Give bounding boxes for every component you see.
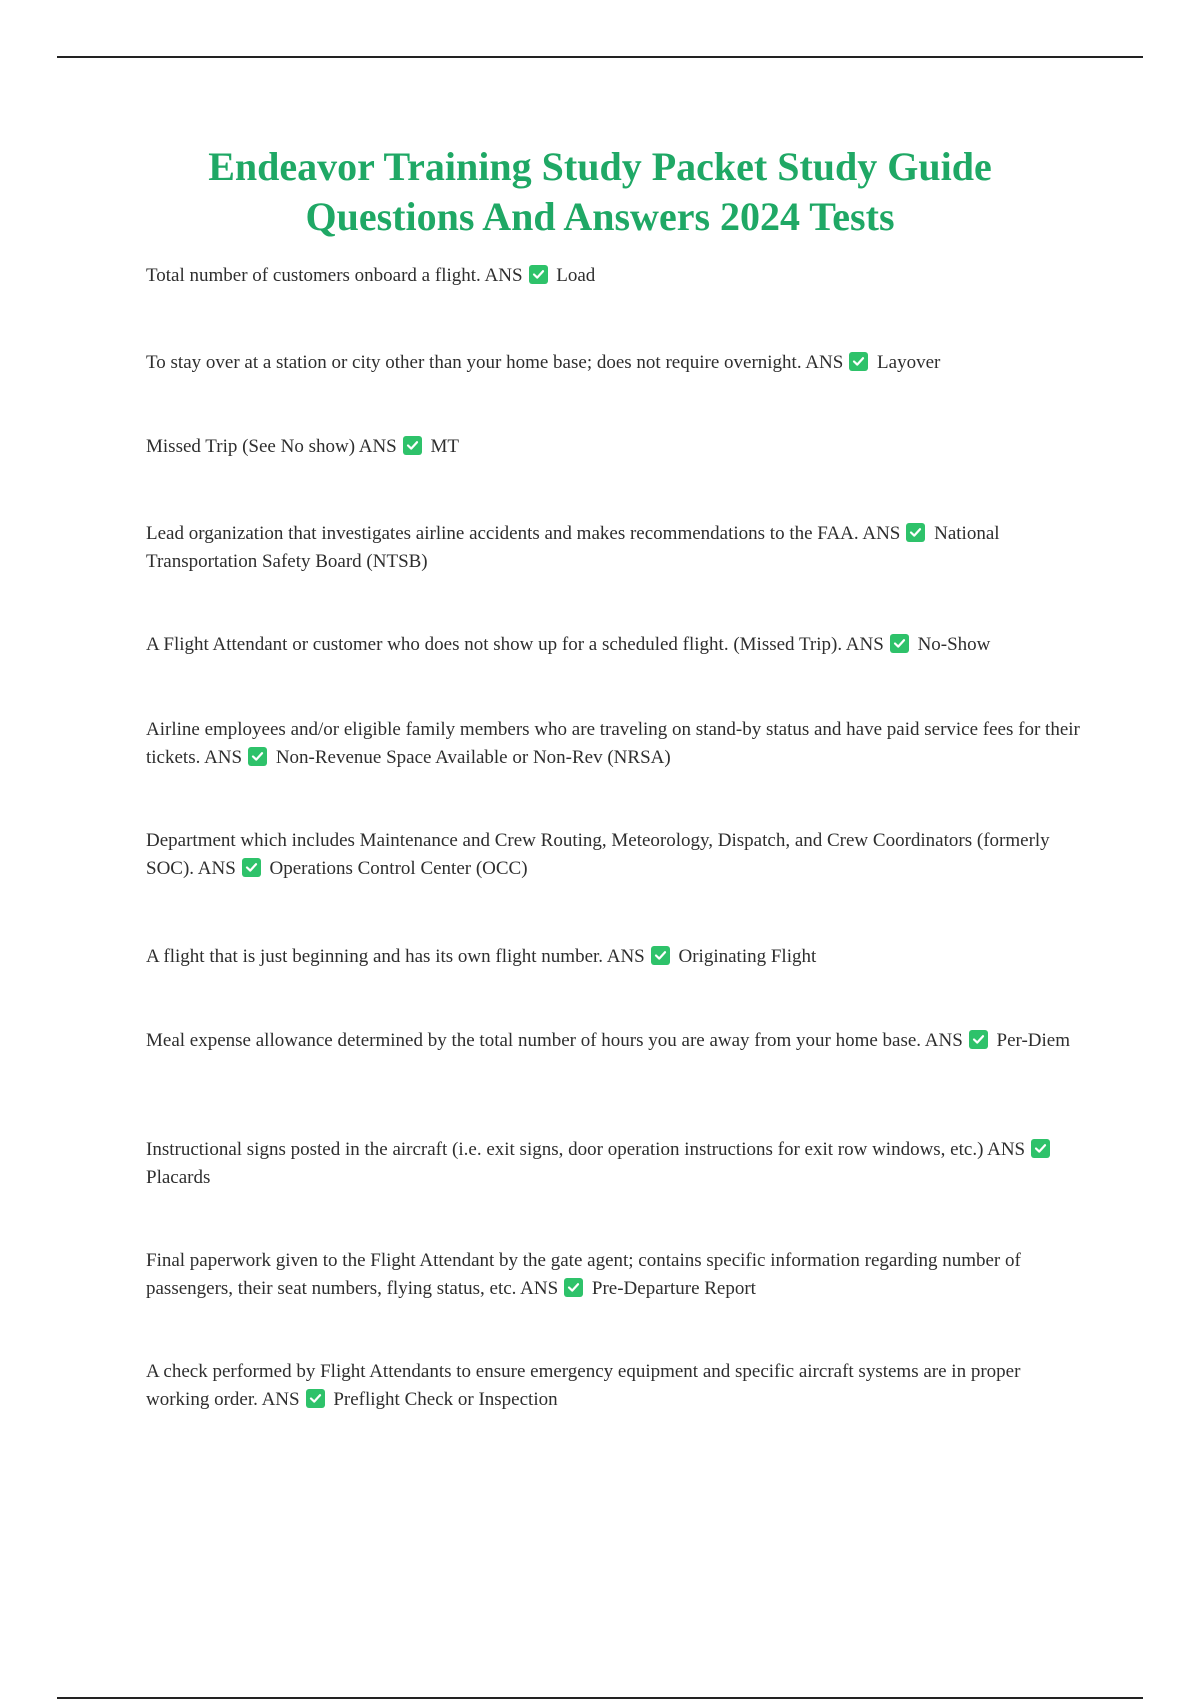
question-text: Department which includes Maintenance and Crew Routing, Meteorology, Dispatch, and Crew Coordinators (formerly SOC). [146, 830, 1050, 879]
qa-item [146, 1247, 1086, 1303]
ans-marker: ANS [520, 1278, 559, 1299]
ans-marker: ANS [358, 436, 397, 457]
ans-marker: ANS [261, 1389, 300, 1410]
qa-item [146, 520, 1086, 576]
check-box-icon [564, 1278, 583, 1297]
question-text: Airline employees and/or eligible family members who are traveling on stand-by status and have paid service fees for their tickets. [146, 719, 1080, 768]
ans-marker: ANS [845, 634, 884, 655]
ans-marker: ANS [197, 858, 236, 879]
qa-item [146, 1136, 1086, 1192]
document-title [120, 142, 1080, 242]
check-box-icon [306, 1389, 325, 1408]
question-text: Meal expense allowance determined by the total number of hours you are away from your home base. [146, 1030, 922, 1051]
title-line-1: Endeavor Training Study Packet Study Guide [208, 144, 992, 189]
question-text: Total number of customers onboard a flight. [146, 265, 481, 286]
check-box-icon [529, 265, 548, 284]
qa-item [146, 433, 1086, 461]
answer-text: Per-Diem [996, 1030, 1071, 1051]
question-text: Missed Trip (See No show) [146, 436, 356, 457]
ans-marker: ANS [924, 1030, 963, 1051]
question-text: A Flight Attendant or customer who does not show up for a scheduled flight. (Missed Trip). [146, 634, 843, 655]
check-box-icon [248, 747, 267, 766]
question-text: A flight that is just beginning and has its own flight number. [146, 946, 604, 967]
answer-text: Layover [877, 352, 941, 373]
check-box-icon [1031, 1139, 1050, 1158]
question-text: Instructional signs posted in the aircraft (i.e. exit signs, door operation instructions for exit row windows, etc.) [146, 1139, 984, 1160]
qa-item [146, 827, 1086, 883]
check-box-icon [403, 436, 422, 455]
ans-marker: ANS [484, 265, 523, 286]
answer-text: Preflight Check or Inspection [333, 1389, 558, 1410]
answer-text: Non-Revenue Space Available or Non-Rev (NRSA) [275, 747, 671, 768]
answer-text: Pre-Departure Report [591, 1278, 756, 1299]
qa-item [146, 262, 1086, 290]
qa-item [146, 716, 1086, 772]
check-box-icon [906, 523, 925, 542]
answer-text: MT [430, 436, 459, 457]
bottom-rule [57, 1697, 1143, 1699]
question-text: Final paperwork given to the Flight Attendant by the gate agent; contains specific information regarding number of passengers, their seat numbers, flying status, etc. [146, 1250, 1021, 1299]
qa-item [146, 943, 1086, 971]
answer-text: Placards [146, 1167, 211, 1188]
title-line-2: Questions And Answers 2024 Tests [305, 194, 895, 239]
qa-item [146, 349, 1086, 377]
ans-marker: ANS [204, 747, 243, 768]
check-box-icon [242, 858, 261, 877]
check-box-icon [969, 1030, 988, 1049]
answer-text: Load [556, 265, 596, 286]
ans-marker: ANS [805, 352, 844, 373]
question-text: A check performed by Flight Attendants to ensure emergency equipment and specific aircraft systems are in proper working order. [146, 1361, 1021, 1410]
ans-marker: ANS [606, 946, 645, 967]
qa-item [146, 1027, 1086, 1055]
ans-marker: ANS [987, 1139, 1026, 1160]
answer-text: Originating Flight [678, 946, 817, 967]
question-text: Lead organization that investigates airline accidents and makes recommendations to the FAA. [146, 523, 859, 544]
answer-text: Operations Control Center (OCC) [269, 858, 528, 879]
top-rule [57, 56, 1143, 58]
check-box-icon [651, 946, 670, 965]
answer-text: National Transportation Safety Board (NTSB) [146, 523, 1000, 572]
ans-marker: ANS [862, 523, 901, 544]
check-box-icon [890, 634, 909, 653]
answer-text: No-Show [917, 634, 991, 655]
qa-item [146, 631, 1086, 659]
check-box-icon [849, 352, 868, 371]
qa-item [146, 1358, 1086, 1414]
question-text: To stay over at a station or city other than your home base; does not require overnight. [146, 352, 802, 373]
